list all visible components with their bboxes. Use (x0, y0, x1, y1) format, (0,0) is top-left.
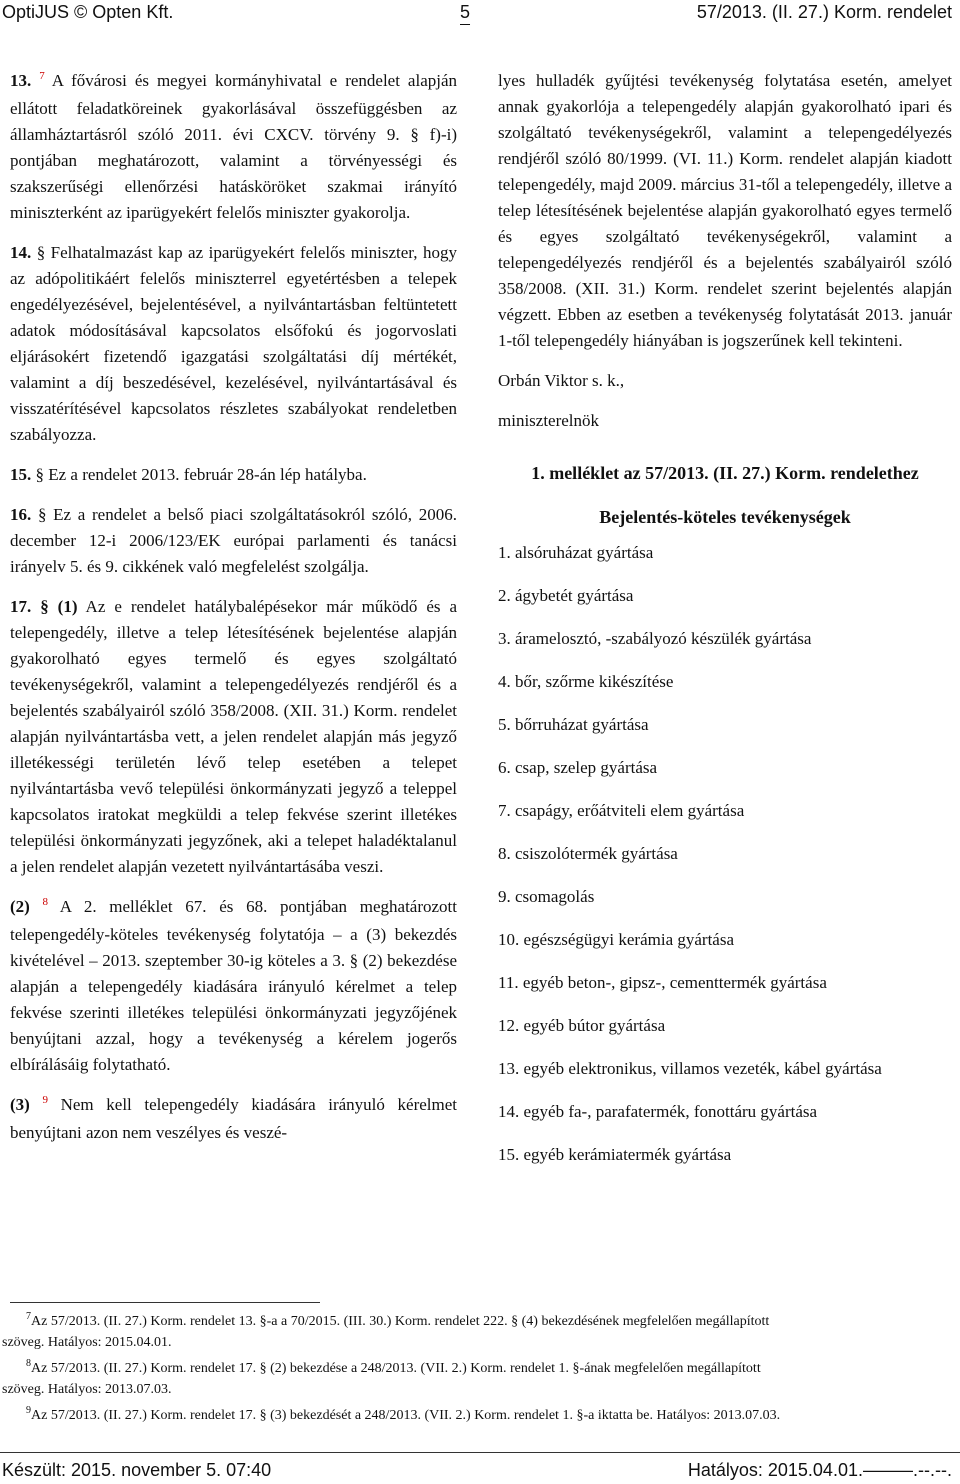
list-item-number: 15. (498, 1145, 520, 1164)
list-item-number: 5. (498, 715, 511, 734)
footnote-number: 9 (26, 1405, 31, 1416)
list-item (498, 626, 952, 652)
signer-title: miniszterelnök (498, 411, 600, 430)
list-item-number: 8. (498, 844, 511, 863)
list-item-number: 7. (498, 801, 511, 820)
list-item-text: bőrruházat gyártása (515, 715, 649, 734)
list-item (498, 927, 952, 953)
left-column (10, 68, 457, 1160)
list-item (498, 540, 952, 566)
right-column (498, 68, 952, 1185)
list-item-text: ágybetét gyártása (515, 586, 634, 605)
header-page-number: 5 (460, 2, 471, 22)
section-17-para-3-continued: lyes hulladék gyűjtési tevékenység folytatása esetén, amelyet annak gyakorlója a telepengedély alapján gyakorolható ipari és szolgáltató tevékenységekről, valamint a telepengedélyezés rendjéről szóló 80/1999. (VI. 11.) Korm. rendelet alapján kiadott telepengedély, majd 2009. március 31-től a telepengedély, illetve a telep létesítésének bejelentése alapján gyakorolható egyes termelő és egyes szolgáltató tevékenységekről, valamint a telepengedélyezés rendjéről és a bejelentés szabályairól szóló 358/2008. (XII. 31.) Korm. rendelet szerint bejelentés alapján végzett. Ebben az esetben a tevékenység folytatását 2013. január 1-től telepengedély hiányában is jogszerűnek kell tekinteni. (498, 71, 952, 350)
list-item-number: 4. (498, 672, 511, 691)
section-number: 13. (10, 71, 32, 90)
signer-name: Orbán Viktor s. k., (498, 371, 625, 390)
list-item-number: 13. (498, 1059, 520, 1078)
section-17-para-3 (10, 1092, 457, 1146)
footnote-ref-8[interactable]: 8 (42, 896, 49, 908)
activity-list (498, 540, 952, 1168)
list-item (498, 583, 952, 609)
list-item-number: 11. (498, 973, 519, 992)
list-item-text: csap, szelep gyártása (515, 758, 658, 777)
list-item (498, 1013, 952, 1039)
header-document-title: 57/2013. (II. 27.) Korm. rendelet (696, 2, 952, 22)
footer-divider (0, 1452, 960, 1453)
list-item-text: alsóruházat gyártása (515, 543, 654, 562)
annex-title: 1. melléklet az 57/2013. (II. 27.) Korm. rendelethez (531, 463, 919, 483)
list-item (498, 798, 952, 824)
page-header (0, 0, 960, 30)
section-text: § Ez a rendelet a belső piaci szolgáltatásokról szóló, 2006. december 12-i 2006/123/EK európai parlamenti és tanácsi irányelv 5. és 9. cikkének való megfelelést szolgálja. (10, 505, 457, 576)
paragraph-label: (2) (10, 897, 30, 916)
footnote-8 (0, 1359, 960, 1400)
list-item-text: csiszolótermék gyártása (515, 844, 678, 863)
list-item-text: egyéb kerámiatermék gyártása (523, 1145, 732, 1164)
section-number: 15. (10, 465, 32, 484)
footnote-text: Az 57/2013. (II. 27.) Korm. rendelet 17. § (2) bekezdése a 248/2013. (VII. 2.) Korm. rendelet 1. §-ának megfelelően megállapított (31, 1361, 761, 1376)
section-17-para-2 (10, 894, 457, 1078)
list-item (498, 755, 952, 781)
list-item-text: egészségügyi kerámia gyártása (523, 930, 735, 949)
footnote-9 (0, 1406, 960, 1427)
header-publisher: OptiJUS © Opten Kft. (2, 2, 174, 22)
footnote-text: Az 57/2013. (II. 27.) Korm. rendelet 17. § (3) bekezdését a 248/2013. (VII. 2.) Korm. rendelet 1. §-a iktatta be. Hatályos: 2013.07.03. (31, 1408, 781, 1423)
paragraph-label: § (1) (31, 597, 78, 616)
annex-subtitle: Bejelentés-köteles tevékenységek (599, 507, 851, 527)
paragraph-text: Nem kell telepengedély kiadására irányuló kérelmet benyújtani azon nem veszélyes és veszé- (10, 1095, 457, 1142)
section-16 (10, 502, 457, 580)
paragraph-text: Az e rendelet hatálybalépésekor már működő és a telepengedély, illetve a telep létesítésének bejelentése alapján gyakorolható egyes termelő és egyes szolgáltató tevékenységekről, valamint a telepengedélyezés rendjéről és a bejelentés szabályairól szóló 358/2008. (XII. 31.) Korm. rendelet alapján nyilvántartásba vett, a jelen rendelet alapján más jegyző illetékességi területén lévő telep esetében a telepet nyilvántartásba vevő települési önkormányzati jegyző a teleppel kapcsolatos iratokat megküldi a telep fekvése szerint illetékes települési önkormányzati jegyzőnek, aki a telepet haladéktalanul a jelen rendelet alapján vezetett nyilvántartásába veszi. (10, 597, 457, 876)
section-number: 14. (10, 243, 32, 262)
list-item-text: áramelosztó, -szabályozó készülék gyártása (515, 629, 812, 648)
list-item (498, 1142, 952, 1168)
section-15 (10, 462, 457, 488)
section-text: § Felhatalmazást kap az iparügyekért felelős miniszter, hogy az adópolitikáért felelős miniszterrel egyetértésben a telepek engedélyezésével, bejelentésével, a nyilvántartásban feltüntetett adatok módosításával kapcsolatos elsőfokú és jogorvoslati eljárásokért fizetendő igazgatási szolgáltatási díj mértékét, valamint a díj beszedésével, kezelésével, nyilvántartásával és visszatérítésével kapcsolatos részletes szabályokat rendeletben szabályozza. (10, 243, 457, 444)
list-item (498, 841, 952, 867)
footnote-text-continued: szöveg. Hatályos: 2013.07.03. (2, 1382, 172, 1397)
paragraph-text: A 2. melléklet 67. és 68. pontjában meghatározott telepengedély-köteles tevékenység folytatója – a (3) bekezdés kivételével – 2013. szeptember 30-ig köteles a 3. § (2) bekezdése alapján a telepengedély kiadására irányuló kérelmet a telep fekvése szerinti illetékes települési önkormányzati jegyzőjének benyújtani azzal, hogy a tevékenység a kérelem jogerős elbírálásáig folytatható. (10, 897, 457, 1074)
list-item-number: 14. (498, 1102, 520, 1121)
list-item (498, 884, 952, 910)
list-item-text: egyéb fa-, parafatermék, fonottáru gyártása (523, 1102, 818, 1121)
list-item-text: bőr, szőrme kikészítése (515, 672, 674, 691)
footnote-divider (10, 1302, 320, 1303)
list-item (498, 1099, 952, 1125)
list-item-text: egyéb elektronikus, villamos vezeték, kábel gyártása (523, 1059, 882, 1078)
list-item (498, 970, 952, 996)
section-14 (10, 240, 457, 448)
list-item-number: 6. (498, 758, 511, 777)
section-number: 16. (10, 505, 32, 524)
footnote-number: 7 (26, 1311, 31, 1322)
footnote-number: 8 (26, 1358, 31, 1369)
list-item-text: csomagolás (515, 887, 595, 906)
footnote-text-continued: szöveg. Hatályos: 2015.04.01. (2, 1335, 172, 1350)
paragraph-label: (3) (10, 1095, 30, 1114)
footnote-text: Az 57/2013. (II. 27.) Korm. rendelet 13. §-a a 70/2015. (III. 30.) Korm. rendelet 222. § (4) bekezdésének megfelelően megállapított (31, 1314, 770, 1329)
list-item-number: 3. (498, 629, 511, 648)
section-13 (10, 68, 457, 226)
footnote-ref-9[interactable]: 9 (42, 1094, 48, 1106)
footnote-ref-7[interactable]: 7 (39, 70, 45, 82)
section-17-para-1 (10, 594, 457, 880)
list-item-number: 9. (498, 887, 511, 906)
list-item-number: 2. (498, 586, 511, 605)
list-item-text: egyéb beton-, gipsz-, cementtermék gyártása (522, 973, 827, 992)
list-item-text: egyéb bútor gyártása (523, 1016, 666, 1035)
section-text: A fővárosi és megyei kormányhivatal e rendelet alapján ellátott feladatköreinek gyakorlásával összefüggésben az államháztartásról szóló 2011. évi CXCV. törvény 9. § f)-i) pontjában meghatározott, valamint a törvényességi és szakszerűségi ellenőrzési hatásköröket szakmai irányító miniszterként az iparügyekért felelős miniszter gyakorolja. (10, 71, 458, 222)
list-item-text: csapágy, erőátviteli elem gyártása (515, 801, 745, 820)
footnote-7 (0, 1312, 960, 1353)
list-item-number: 10. (498, 930, 520, 949)
footer-created: Készült: 2015. november 5. 07:40 (2, 1460, 272, 1480)
list-item-number: 1. (498, 543, 511, 562)
list-item (498, 669, 952, 695)
footer-effective: Hatályos: 2015.04.01.–––––.--.--. (687, 1460, 952, 1480)
section-text: § Ez a rendelet 2013. február 28-án lép hatályba. (31, 465, 367, 484)
list-item-number: 12. (498, 1016, 520, 1035)
section-number: 17. (10, 597, 32, 616)
list-item (498, 712, 952, 738)
footnotes (0, 1312, 960, 1433)
list-item (498, 1056, 952, 1082)
